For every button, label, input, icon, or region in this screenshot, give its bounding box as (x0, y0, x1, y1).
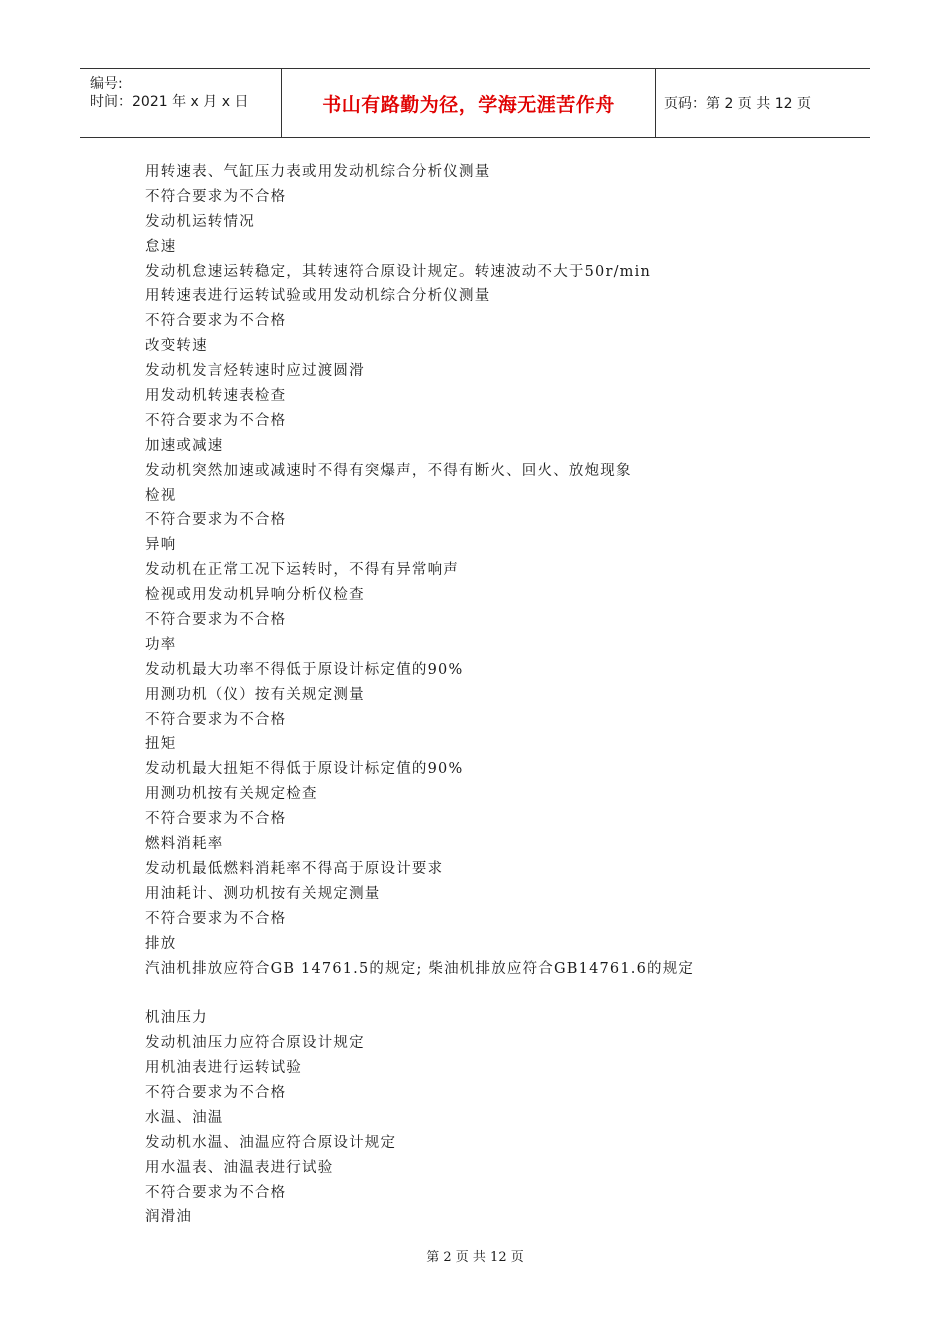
body-line: 不符合要求为不合格 (145, 1084, 287, 1101)
body-line: 检视或用发动机异响分析仪检查 (145, 587, 365, 604)
body-line: 发动机突然加速或减速时不得有突爆声，不得有断火、回火、放炮现象 (145, 462, 632, 479)
body-line: 不符合要求为不合格 (145, 512, 287, 529)
body-line: 用油耗计、测功机按有关规定测量 (145, 885, 381, 902)
body-line: 用测功机（仪）按有关规定测量 (145, 686, 365, 703)
body-line: 异响 (145, 537, 177, 554)
body-line: 不符合要求为不合格 (145, 612, 287, 629)
body-line: 不符合要求为不合格 (145, 1184, 287, 1201)
body-line: 不符合要求为不合格 (145, 188, 287, 205)
body-line: 用测功机按有关规定检查 (145, 786, 318, 803)
body-line (145, 981, 845, 1006)
body-line: 扭矩 (145, 736, 177, 753)
body-line: 发动机在正常工况下运转时，不得有异常响声 (145, 562, 459, 579)
body-line: 发动机怠速运转稳定，其转速符合原设计规定。转速波动不大于50r/min (145, 263, 651, 280)
body-line: 不符合要求为不合格 (145, 811, 287, 828)
body-line: 发动机油压力应符合原设计规定 (145, 1035, 365, 1052)
body-line: 水温、油温 (145, 1109, 224, 1126)
body-line: 不符合要求为不合格 (145, 910, 287, 927)
body-line: 检视 (145, 487, 177, 504)
body-line: 加速或减速 (145, 437, 224, 454)
body-line: 用转速表进行运转试验或用发动机综合分析仪测量 (145, 288, 491, 305)
body-line: 发动机最低燃料消耗率不得高于原设计要求 (145, 860, 444, 877)
footer-page-number: 第 2 页 共 12 页 (426, 1250, 524, 1265)
body-line: 机油压力 (145, 1010, 208, 1027)
motto: 书山有路勤为径，学海无涯苦作舟 (322, 93, 615, 116)
body-line: 燃料消耗率 (145, 836, 224, 853)
page-code: 页码：第 2 页 共 12 页 (664, 96, 811, 112)
body-line: 发动机最大扭矩不得低于原设计标定值的90% (145, 761, 464, 778)
body-line: 怠速 (145, 238, 177, 255)
body-line: 不符合要求为不合格 (145, 711, 287, 728)
document-body (145, 160, 845, 1230)
body-line: 润滑油 (145, 1209, 193, 1226)
body-line: 发动机发言烃转速时应过渡圆滑 (145, 363, 365, 380)
body-line: 用水温表、油温表进行试验 (145, 1159, 334, 1176)
body-line: 排放 (145, 935, 177, 952)
body-line: 用发动机转速表检查 (145, 388, 287, 405)
header-page-code-cell (656, 69, 870, 137)
body-line: 发动机水温、油温应符合原设计规定 (145, 1134, 397, 1151)
header-motto-cell (281, 69, 656, 137)
body-line: 汽油机排放应符合GB 14761.5的规定; 柴油机排放应符合GB14761.6的规定 (145, 960, 695, 977)
body-line: 用机油表进行运转试验 (145, 1060, 302, 1077)
body-line: 发动机最大功率不得低于原设计标定值的90% (145, 661, 464, 678)
page-footer (0, 1246, 950, 1265)
body-line: 用转速表、气缸压力表或用发动机综合分析仪测量 (145, 164, 491, 180)
body-line: 不符合要求为不合格 (145, 313, 287, 330)
date-line: 时间：2021 年 x 月 x 日 (90, 94, 249, 110)
body-line: 改变转速 (145, 338, 208, 355)
body-line: 发动机运转情况 (145, 213, 255, 230)
body-line: 功率 (145, 636, 177, 653)
page-header (80, 68, 870, 138)
serial-label: 编号: (90, 76, 123, 92)
body-line: 不符合要求为不合格 (145, 412, 287, 429)
header-meta (80, 69, 280, 137)
